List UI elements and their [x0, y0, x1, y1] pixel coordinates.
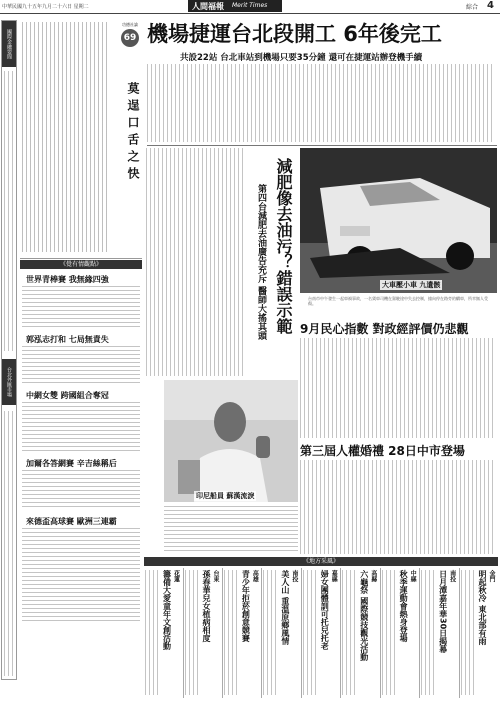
newspaper-logo: 人間福報	[192, 1, 224, 11]
diet-subhead: 第四台減肥去油廣告充斥 醫師大搖其頭	[256, 184, 266, 341]
regional-place: 高雄	[251, 570, 259, 582]
forum-headline-3: 中網女雙 跨國組合奪冠	[26, 391, 109, 400]
regional-place: 高縣	[369, 570, 377, 582]
regional-headline: 美人山 重溫原鄉風情	[280, 570, 290, 645]
editorial-badge-label: 功德社論	[122, 22, 138, 27]
forum-text-3	[22, 402, 140, 454]
forum-text-2	[22, 346, 140, 386]
regional-columns	[144, 568, 498, 698]
regional-headline: 明起秋冷 東北部有雨	[478, 570, 487, 645]
forum-text-5	[22, 528, 140, 624]
regional-item	[419, 568, 458, 698]
editorial-column	[20, 20, 142, 259]
car-crash-image	[300, 148, 497, 293]
man-caption: 印尼船員 蘇漢流淚	[196, 492, 255, 500]
man-photo	[164, 380, 298, 502]
man-photo-text	[164, 506, 298, 554]
diet-headline: 減肥像去油污？錯誤示範	[274, 158, 293, 334]
page-number: 4	[487, 0, 494, 11]
forum-headline-2: 郭泓志打和 七局無責失	[26, 335, 109, 344]
editorial-badge-number: 69	[121, 29, 139, 47]
regional-place: 金門	[488, 570, 495, 582]
award-headline: 第三屆人權婚禮 28日中市登場	[300, 444, 465, 458]
award-text	[300, 460, 496, 554]
main-subhead: 共設22站 台北車站到機場只要35分鐘 還可在捷運站辦登機手續	[180, 53, 423, 63]
section-name: 綜合	[466, 4, 479, 11]
regional-headline: 婦女團體訓可托兒托老	[320, 570, 330, 650]
regional-section	[144, 557, 498, 699]
regional-headline: 青少年拒菸創意競賽	[241, 570, 251, 642]
regional-text	[342, 570, 358, 695]
ticker-top-label: 國際金融要聞	[2, 21, 16, 67]
regional-item	[301, 568, 340, 698]
regional-item	[183, 568, 222, 698]
forum-headline-5: 來德盃高球賽 歐洲三連霸	[26, 517, 117, 526]
ticker-bottom-label: 台北外匯市場	[2, 359, 16, 405]
crash-caption-title: 大車壓小車 九遺骸	[382, 281, 441, 289]
regional-headline: 籌備大愛童年文創活動	[162, 570, 172, 650]
diet-story	[146, 148, 298, 378]
main-rule	[147, 145, 497, 146]
regional-item	[340, 568, 379, 698]
forum-text-1	[22, 286, 140, 330]
newspaper-logo-en: Merit Times	[232, 2, 268, 9]
regional-place: 台東	[211, 570, 219, 582]
sidebar-ticker	[1, 20, 17, 680]
regional-place: 南投	[290, 570, 298, 582]
regional-text	[185, 570, 201, 695]
regional-text	[382, 570, 398, 695]
main-headline: 機場捷運台北段開工 6年後完工	[147, 22, 442, 46]
diet-text-left	[146, 148, 246, 376]
regional-text	[263, 570, 279, 695]
regional-headline: 六龜祭 國際競技觀光活動	[359, 570, 369, 661]
regional-headline: 秋季運動會熱身登場	[399, 570, 409, 642]
crash-caption: 台南市中午發生一起車禍事故，一名貨車司機在駕駛途中失去控制，撞向停在路旁的轎車，所幸無人受傷。	[308, 296, 488, 306]
regional-headline: 日月潭嘉年華30日揭幕	[438, 570, 448, 654]
regional-text	[421, 570, 437, 695]
forum-section	[20, 260, 142, 630]
regional-place: 嘉縣	[330, 570, 338, 582]
regional-place: 南投	[448, 570, 456, 582]
crash-photo	[300, 148, 497, 293]
editorial-badge	[119, 22, 141, 52]
editorial-text-right	[94, 22, 108, 252]
regional-text	[145, 570, 161, 695]
regional-text	[303, 570, 319, 695]
regional-place: 花蓮	[172, 570, 180, 582]
logo-box	[188, 0, 282, 12]
poll-text	[300, 338, 496, 438]
ticker-text-2	[4, 411, 15, 676]
regional-title: 《地方采風》	[144, 557, 498, 566]
forum-headline-4: 加爾各答網賽 辛吉絲稱后	[26, 459, 117, 468]
regional-item	[222, 568, 261, 698]
forum-headline-1: 世界青棒賽 我無緣四強	[26, 275, 109, 284]
editorial-text-left	[22, 22, 92, 252]
issue-date: 中華民國九十五年九月二十六日 星期二	[2, 4, 89, 10]
main-story-text	[147, 64, 495, 142]
regional-item	[459, 568, 498, 698]
regional-place: 中縣	[409, 570, 417, 582]
regional-text	[461, 570, 477, 695]
regional-item	[380, 568, 419, 698]
forum-text-4	[22, 470, 140, 510]
forum-title: 《覺有情觀點》	[20, 260, 142, 269]
poll-headline: 9月民心指數 對政經評價仍悲觀	[300, 322, 469, 336]
editorial-title: 莫逞口舌之快	[126, 82, 140, 184]
regional-headline: 孫春華兒女植病相度	[201, 570, 211, 642]
regional-item	[261, 568, 300, 698]
man-portrait-image	[164, 380, 298, 502]
regional-text	[224, 570, 240, 695]
regional-item	[144, 568, 182, 698]
masthead	[0, 0, 500, 14]
ticker-text-1	[4, 71, 15, 351]
